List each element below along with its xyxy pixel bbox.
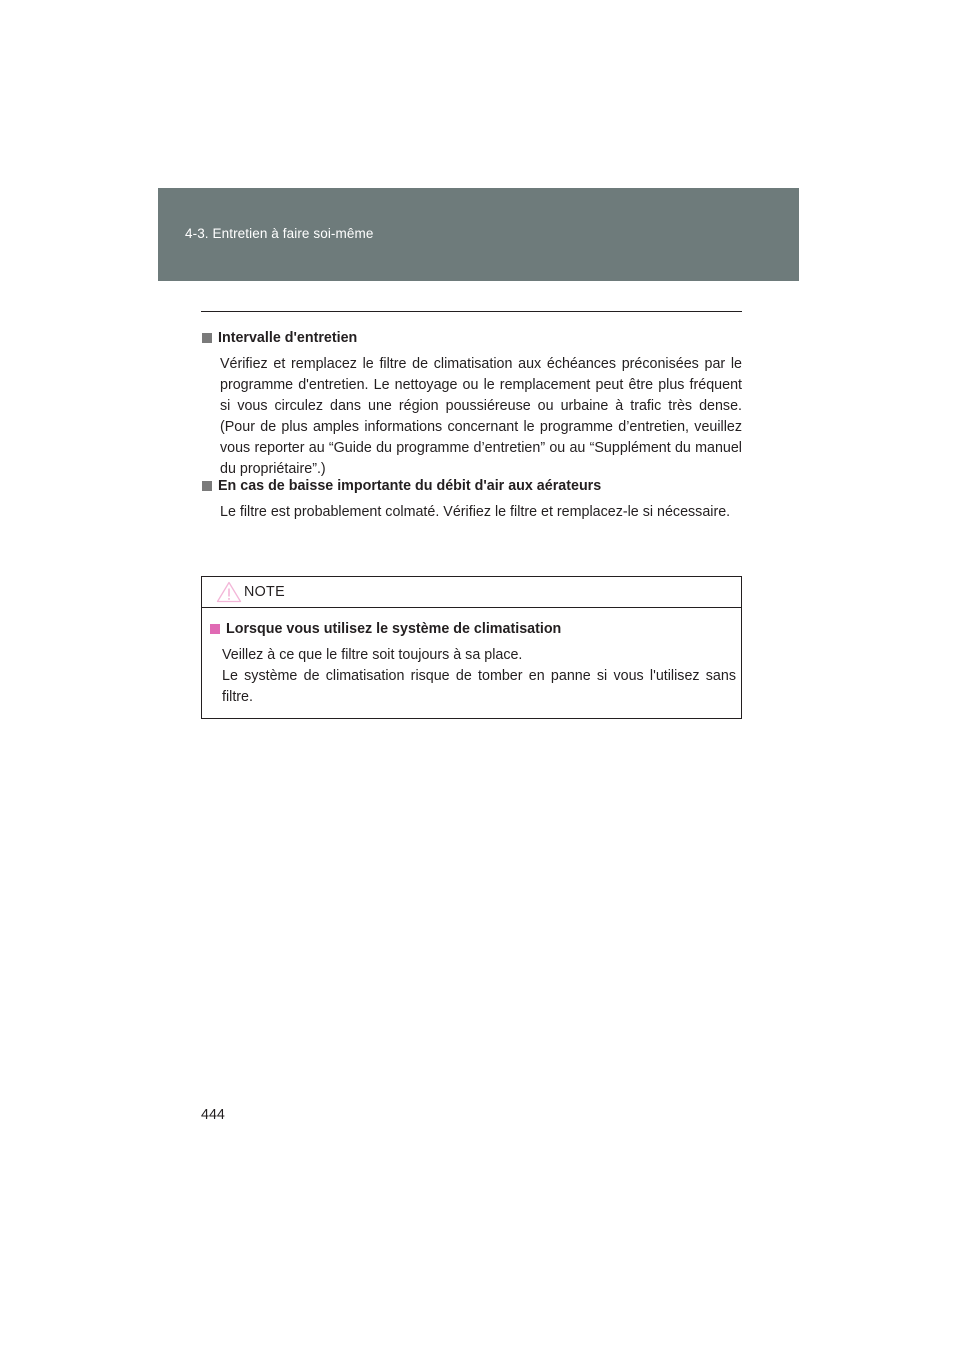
note-line: Veillez à ce que le filtre soit toujours à sa place. <box>222 647 523 663</box>
square-bullet-icon <box>202 481 212 491</box>
note-body <box>222 645 736 708</box>
note-box <box>201 576 742 719</box>
section-heading-text: En cas de baisse importante du débit d'air aux aérateurs <box>218 478 602 494</box>
note-heading <box>210 619 753 639</box>
note-header <box>202 577 741 608</box>
section-heading-text: Intervalle d'entretien <box>218 330 358 346</box>
note-heading-text: Lorsque vous utilisez le système de climatisation <box>226 621 562 637</box>
page-number: 444 <box>201 1107 225 1123</box>
section-maintenance-interval <box>201 328 742 480</box>
square-bullet-icon <box>210 624 220 634</box>
section-airflow-drop <box>201 476 742 523</box>
section-body: Le filtre est probablement colmaté. Vérifiez le filtre et remplacez-le si nécessaire. <box>220 504 731 520</box>
header-band <box>158 188 799 281</box>
section-heading <box>201 476 742 496</box>
section-body: Vérifiez et remplacez le filtre de climatisation aux échéances préconisées par le programme d'entretien. Le nettoyage ou le remplacement peut être plus fréquent si vous circulez dans une région poussiéreuse ou urbaine à trafic très dense. (Pour de plus amples informations concernant le programme d’entretien, veuillez vous reporter au “Guide du programme d’entretien” ou au “Supplément du manuel du propriétaire”.) <box>220 356 742 477</box>
note-label: NOTE <box>244 584 285 600</box>
warning-triangle-icon <box>216 581 242 603</box>
section-title: 4-3. Entretien à faire soi-même <box>185 226 374 241</box>
square-bullet-icon <box>202 333 212 343</box>
note-line: Le système de climatisation risque de tomber en panne si vous l'utilisez sans filtre. <box>222 668 736 705</box>
section-heading <box>201 328 742 348</box>
top-rule <box>201 311 742 312</box>
